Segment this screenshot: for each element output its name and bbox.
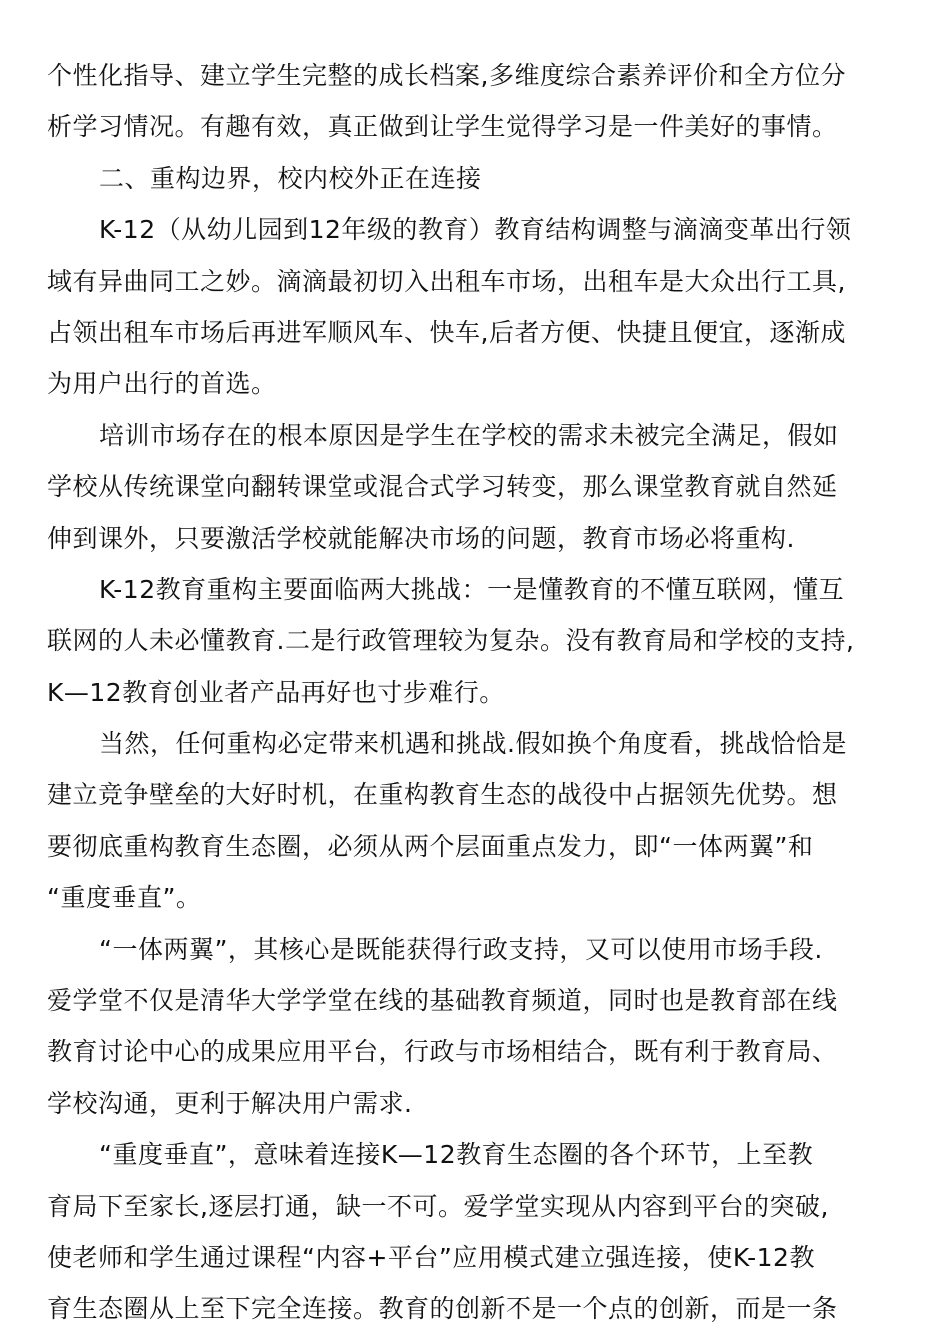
text-line: K—12教育创业者产品再好也寸步难行。 <box>47 677 505 707</box>
text-line: 教育讨论中心的成果应用平台，行政与市场相结合，既有利于教育局、 <box>47 1037 838 1067</box>
text-line: 为用户出行的首选。 <box>47 369 277 399</box>
text-line: K-12（从幼儿园到12年级的教育）教育结构调整与滴滴变革出行领 <box>99 215 852 245</box>
text-line: 二、重构边界，校内校外正在连接 <box>99 163 482 193</box>
document-page <box>47 50 907 1335</box>
text-line: 析学习情况。有趣有效，真正做到让学生觉得学习是一件美好的事情。 <box>47 112 838 142</box>
text-line: 联网的人未必懂教育.二是行政管理较为复杂。没有教育局和学校的支持, <box>47 626 855 656</box>
text-line: 育局下至家长,逐层打通，缺一不可。爱学堂实现从内容到平台的突破, <box>47 1191 829 1221</box>
text-line: 域有异曲同工之妙。滴滴最初切入出租车市场，出租车是大众出行工具, <box>47 266 846 296</box>
text-line: 培训市场存在的根本原因是学生在学校的需求未被完全满足，假如 <box>99 420 839 450</box>
text-line: “重度垂直”。 <box>47 883 202 913</box>
text-line: K-12教育重构主要面临两大挑战：一是懂教育的不懂互联网，懂互 <box>99 574 845 604</box>
text-line: “一体两翼”，其核心是既能获得行政支持，又可以使用市场手段. <box>99 934 823 964</box>
text-line: 建立竞争壁垒的大好时机，在重构教育生态的战役中占据领先优势。想 <box>47 780 838 810</box>
text-line: 学校从传统课堂向翻转课堂或混合式学习转变，那么课堂教育就自然延 <box>47 472 838 502</box>
text-line: 占领出租车市场后再进军顺风车、快车,后者方便、快捷且便宜，逐渐成 <box>47 317 846 347</box>
text-line: “重度垂直”，意味着连接K—12教育生态圈的各个环节，上至教 <box>99 1140 814 1170</box>
text-line: 育生态圈从上至下完全连接。教育的创新不是一个点的创新，而是一条 <box>47 1294 838 1324</box>
text-line: 要彻底重构教育生态圈，必须从两个层面重点发力，即“一体两翼”和 <box>47 831 814 861</box>
text-line: 伸到课外，只要激活学校就能解决市场的问题，教育市场必将重构. <box>47 523 795 553</box>
text-line: 学校沟通，更利于解决用户需求. <box>47 1088 413 1118</box>
text-line: 使老师和学生通过课程“内容+平台”应用模式建立强连接，使K-12教 <box>47 1242 815 1272</box>
text-line: 个性化指导、建立学生完整的成长档案,多维度综合素养评价和全方位分 <box>47 61 846 90</box>
text-line: 当然，任何重构必定带来机遇和挑战.假如换个角度看，挑战恰恰是 <box>99 729 847 759</box>
text-line: 爱学堂不仅是清华大学学堂在线的基础教育频道，同时也是教育部在线 <box>47 986 838 1016</box>
